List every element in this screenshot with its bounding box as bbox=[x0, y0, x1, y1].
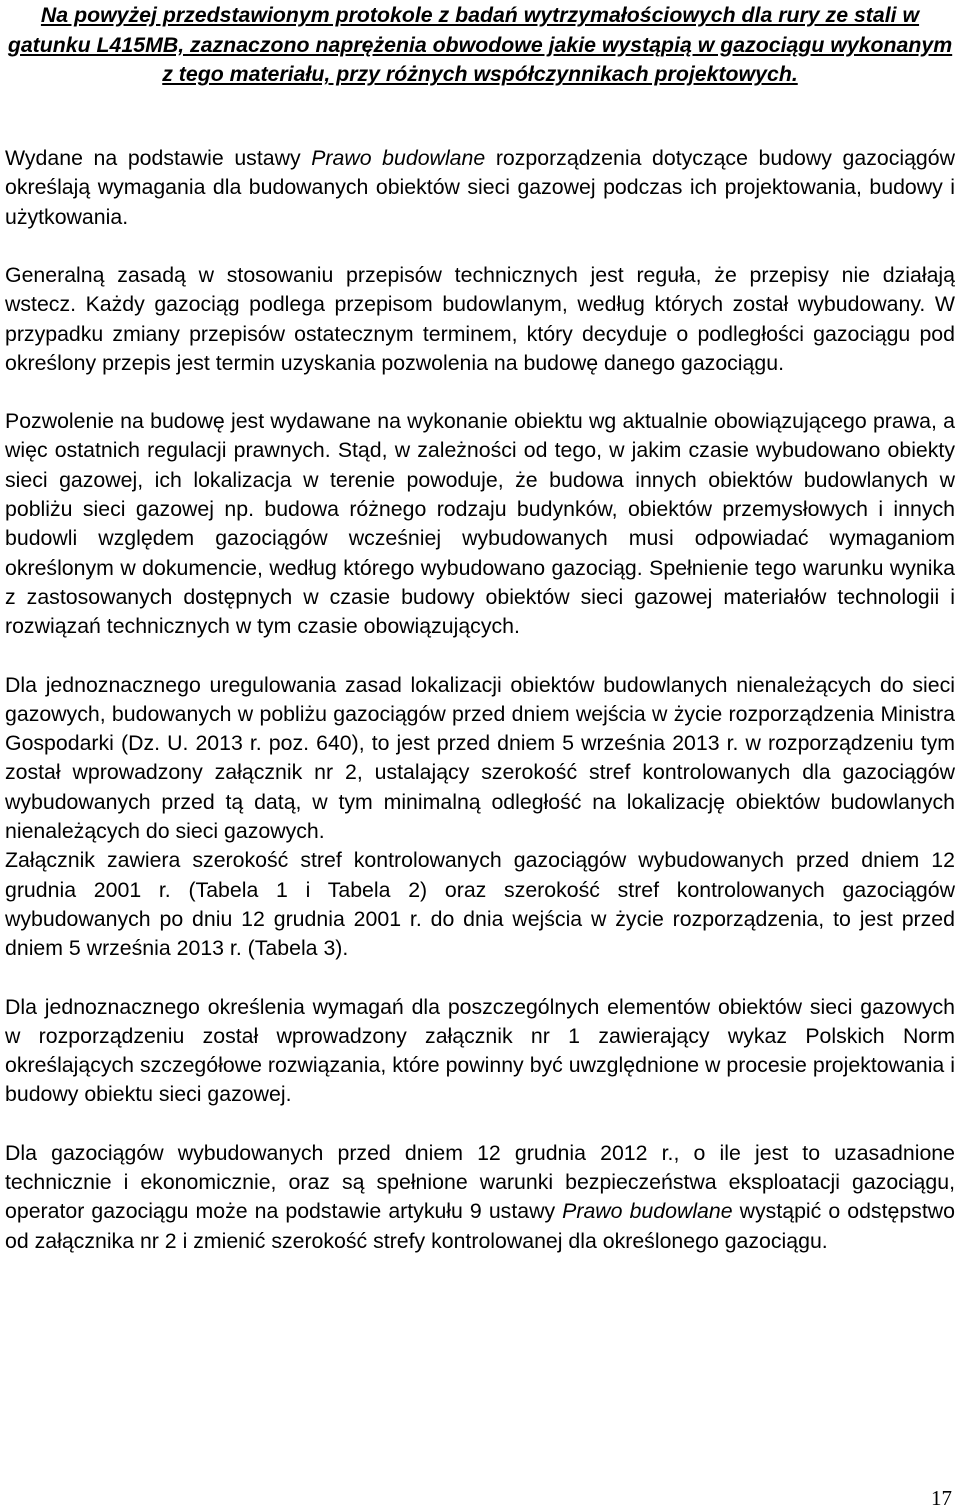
paragraph-regulations-text-1: Wydane na podstawie ustawy bbox=[5, 146, 312, 171]
protocol-caption: Na powyżej przedstawionym protokole z badań wytrzymałościowych dla rury ze stali w gatunku L415MB, zaznaczono naprężenia obwodowe jakie wystąpią w gazociągu wykonanym z tego materiału, przy różnych współczynnikach projektowych. bbox=[7, 3, 953, 87]
paragraph-regulations bbox=[5, 144, 955, 232]
paragraph-location-rules: Dla jednoznacznego uregulowania zasad lokalizacji obiektów budowlanych nienależących do sieci gazowych, budowanych w pobliżu gazociągów przed dniem wejścia w życie rozporządzenia Ministra Gospodarki (Dz. U. 2013 r. poz. 640), to jest przed dniem 5 września 2013 r. w rozporządzeniu tym został wprowadzony załącznik nr 2, ustalający szerokość stref kontrolowanych dla gazociągów wybudowanych przed tą datą, w tym minimalną odległość na lokalizację obiektów budowlanych nienależących do sieci gazowych. bbox=[5, 672, 955, 844]
page-number: 17 bbox=[931, 1486, 952, 1510]
law-title-italic: Prawo budowlane bbox=[562, 1199, 733, 1224]
law-title-italic: Prawo budowlane bbox=[311, 146, 486, 171]
paragraph-derogation bbox=[5, 1139, 955, 1256]
paragraph-polish-norms: Dla jednoznacznego określenia wymagań dla poszczególnych elementów obiektów sieci gazowych w rozporządzeniu został wprowadzony załącznik nr 1 zawierający wykaz Polskich Norm określających szczegółowe rozwiązania, które powinny być uwzględnione w procesie projektowania i budowy obiektu sieci gazowej. bbox=[5, 994, 955, 1107]
paragraph-derogation-text-2: wystąpić o odstępstwo od załącznika nr 2 i zmienić szerokość strefy kontrolowanej dla określonego gazociągu. bbox=[5, 1199, 955, 1253]
paragraph-regulations-text-2: rozporządzenia dotyczące budowy gazociągów określają wymagania dla budowanych obiektów sieci gazowej podczas ich projektowania, budowy i użytkowania. bbox=[5, 146, 955, 229]
paragraph-derogation-text-1: Dla gazociągów wybudowanych przed dniem 12 grudnia 2012 r., o ile jest to uzasadnione technicznie i ekonomicznie, oraz są spełnione warunki bezpieczeństwa eksploatacji gazociągu, operator gazociągu może na podstawie artykułu 9 ustawy bbox=[5, 1140, 955, 1224]
paragraph-annex-content: Załącznik zawiera szerokość stref kontrolowanych gazociągów wybudowanych przed dniem 12 grudnia 2001 r. (Tabela 1 i Tabela 2) oraz szerokość stref kontrolowanych gazociągów wybudowanych po dniu 12 grudnia 2001 r. do dnia wejścia w życie rozporządzenia, to jest przed dniem 5 września 2013 r. (Tabela 3). bbox=[5, 848, 955, 961]
document-page bbox=[5, 0, 955, 1256]
paragraph-general-rule: Generalną zasadą w stosowaniu przepisów technicznych jest reguła, że przepisy nie działają wstecz. Każdy gazociąg podlega przepisom budowlanym, według których został wybudowany. W przypadku zmiany przepisów ostatecznym terminem, który decyduje o podległości gazociągu pod określony przepis jest termin uzyskania pozwolenia na budowę danego gazociągu. bbox=[5, 263, 955, 375]
paragraph-building-permit: Pozwolenie na budowę jest wydawane na wykonanie obiektu wg aktualnie obowiązującego prawa, a więc ostatnich regulacji prawnych. Stąd, w zależności od tego, w jakim czasie wybudowano obiekty sieci gazowej, ich lokalizacja w terenie powoduje, że budowa innych obiektów budowlanych w pobliżu sieci gazowej np. budowa różnego rodzaju budynków, obiektów przemysłowych i innych budowli względem gazociągów wcześniej wybudowanych musi odpowiadać wymaganiom określonym w dokumencie, według którego wybudowano gazociąg. Spełnienie tego warunku wynika z zastosowanych dostępnych w czasie budowy obiektów sieci gazowej materiałów technologii i rozwiązań technicznych w tym czasie obowiązujących. bbox=[5, 409, 955, 639]
